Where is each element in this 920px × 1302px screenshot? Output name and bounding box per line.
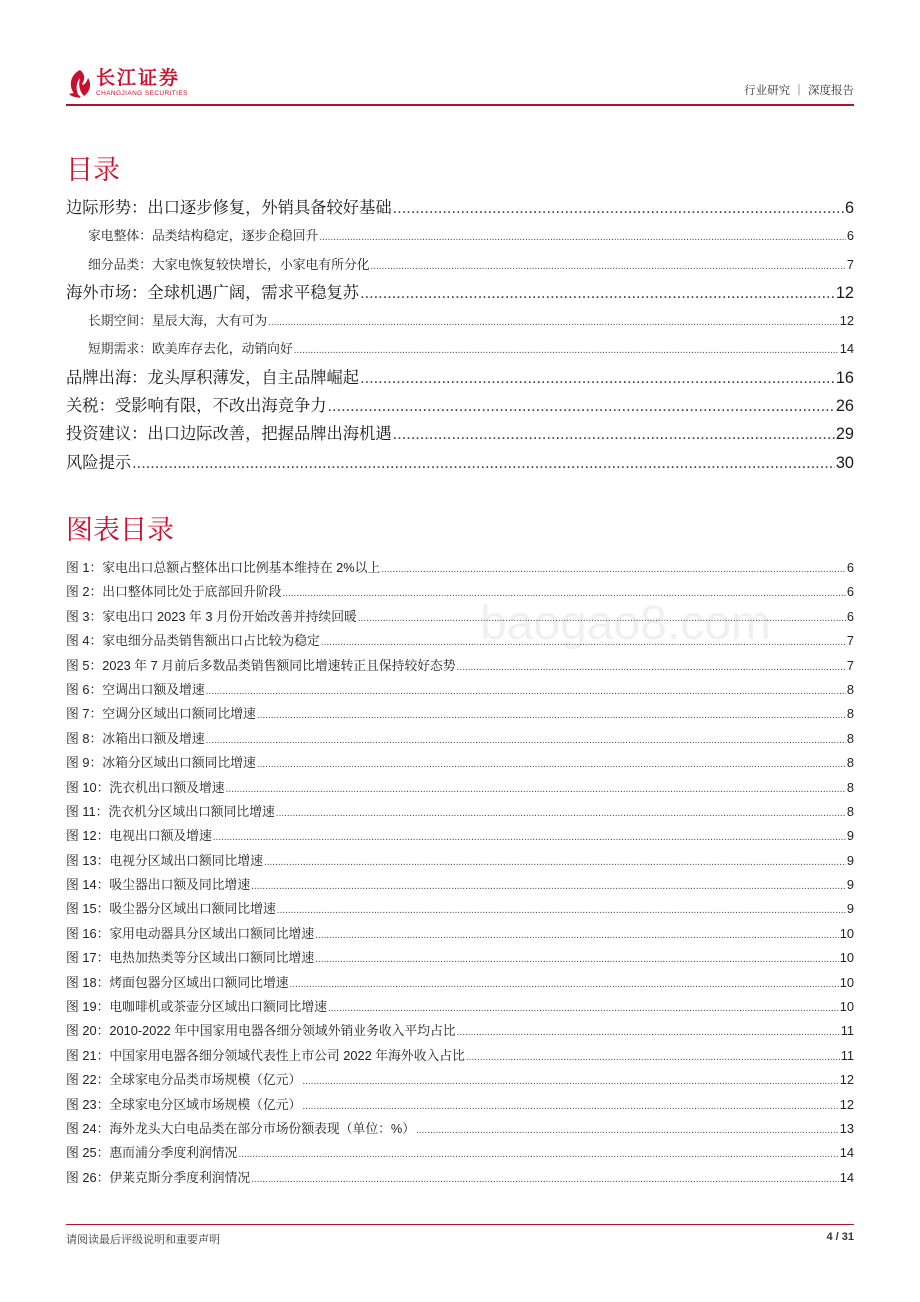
figure-entry[interactable] bbox=[66, 776, 854, 800]
dot-leader bbox=[393, 194, 844, 222]
figure-entry-page: 11 bbox=[840, 1047, 854, 1063]
toc-subentry[interactable] bbox=[66, 335, 854, 363]
dot-leader bbox=[276, 802, 846, 826]
dot-leader bbox=[294, 337, 839, 365]
figure-entry-title: 图 5：2023 年 7 月前后多数品类销售额同比增速转正且保持较好态势 bbox=[66, 657, 456, 673]
figure-entry[interactable] bbox=[66, 751, 854, 775]
watermark: baogao8.com bbox=[480, 597, 771, 650]
toc-entry[interactable] bbox=[66, 449, 854, 477]
dot-leader bbox=[290, 973, 839, 997]
figure-entry-page: 7 bbox=[846, 657, 854, 673]
figure-entry-page: 10 bbox=[839, 999, 854, 1015]
figure-entry[interactable] bbox=[66, 1166, 854, 1190]
toc-entry-title: 投资建议：出口边际改善，把握品牌出海机遇 bbox=[66, 425, 392, 444]
figure-entry-page: 6 bbox=[846, 584, 854, 600]
toc-entry[interactable] bbox=[66, 420, 854, 448]
toc-entry-page: 6 bbox=[844, 199, 854, 217]
figure-entry-title: 图 16：家用电动器具分区域出口额同比增速 bbox=[66, 925, 315, 941]
figure-entry[interactable] bbox=[66, 971, 854, 995]
dot-leader bbox=[226, 778, 846, 802]
figure-entry-title: 图 26：伊莱克斯分季度利润情况 bbox=[66, 1169, 251, 1185]
toc-entry-title: 关税：受影响有限，不改出海竞争力 bbox=[66, 397, 327, 416]
logo-chinese-text: 长江证券 bbox=[96, 68, 181, 89]
dot-leader bbox=[257, 704, 846, 728]
figure-entry-title: 图 25：惠而浦分季度利润情况 bbox=[66, 1145, 238, 1161]
figure-entry-page: 9 bbox=[846, 877, 854, 893]
figure-entry-title: 图 21：中国家用电器各细分领域代表性上市公司 2022 年海外收入占比 bbox=[66, 1047, 465, 1063]
dot-leader bbox=[457, 656, 846, 680]
figure-entry[interactable] bbox=[66, 946, 854, 970]
dot-leader bbox=[302, 1070, 838, 1094]
figure-entry-title: 图 4：家电细分品类销售额出口占比较为稳定 bbox=[66, 633, 320, 649]
figure-entry[interactable] bbox=[66, 1141, 854, 1165]
figure-entry[interactable] bbox=[66, 897, 854, 921]
figure-entry-title: 图 17：电热加热类等分区域出口额同比增速 bbox=[66, 950, 315, 966]
dot-leader bbox=[251, 875, 846, 899]
company-logo bbox=[66, 68, 206, 102]
page-number: 4 / 31 bbox=[826, 1231, 854, 1243]
figure-entry-title: 图 15：吸尘器分区域出口额同比增速 bbox=[66, 901, 276, 917]
figure-entry[interactable] bbox=[66, 654, 854, 678]
toc-entry-title: 风险提示 bbox=[66, 453, 132, 472]
figure-entry-title: 图 12：电视出口额及增速 bbox=[66, 828, 212, 844]
figure-entry-page: 6 bbox=[846, 608, 854, 624]
figure-entry[interactable] bbox=[66, 1044, 854, 1068]
figure-entry-page: 10 bbox=[839, 950, 854, 966]
figure-entry-page: 9 bbox=[846, 901, 854, 917]
toc-subentry[interactable] bbox=[66, 222, 854, 250]
figure-entry-page: 13 bbox=[839, 1120, 854, 1136]
toc-entry-title: 边际形势：出口逐步修复，外销具备较好基础 bbox=[66, 199, 392, 217]
footer-divider bbox=[66, 1224, 854, 1225]
toc-subentry-title: 家电整体：品类结构稳定，逐步企稳回升 bbox=[88, 228, 319, 244]
figure-entry[interactable] bbox=[66, 824, 854, 848]
dot-leader bbox=[457, 1021, 840, 1045]
figure-entry-title: 图 13：电视分区域出口额同比增速 bbox=[66, 852, 263, 868]
dot-leader bbox=[213, 826, 846, 850]
figure-entry-page: 9 bbox=[846, 852, 854, 868]
dot-leader bbox=[371, 253, 846, 281]
figure-entry-page: 10 bbox=[839, 925, 854, 941]
toc-subentry-title: 长期空间：星辰大海，大有可为 bbox=[88, 313, 268, 329]
toc-subentry[interactable] bbox=[66, 307, 854, 335]
dot-leader bbox=[206, 680, 846, 704]
figure-entry[interactable] bbox=[66, 995, 854, 1019]
figure-entry-page: 8 bbox=[846, 706, 854, 722]
dot-leader bbox=[315, 924, 839, 948]
figure-entry-title: 图 14：吸尘器出口额及同比增速 bbox=[66, 877, 251, 893]
dot-leader bbox=[360, 279, 835, 307]
toc-entry-page: 26 bbox=[835, 397, 854, 416]
figure-entry-title: 图 18：烤面包器分区域出口额同比增速 bbox=[66, 974, 289, 990]
dot-leader bbox=[360, 364, 835, 392]
logo-emblem-icon bbox=[66, 68, 94, 100]
footer-disclaimer: 请阅读最后评级说明和重要声明 bbox=[66, 1234, 220, 1246]
dot-leader bbox=[268, 309, 839, 337]
page-header bbox=[0, 0, 920, 106]
toc-subentry-title: 细分品类：大家电恢复较快增长，小家电有所分化 bbox=[88, 256, 370, 272]
dot-leader bbox=[416, 1119, 839, 1143]
figure-entry-page: 14 bbox=[839, 1169, 854, 1185]
toc-entry[interactable] bbox=[66, 194, 854, 222]
figure-entry[interactable] bbox=[66, 1117, 854, 1141]
figure-entry-title: 图 24：海外龙头大白电品类在部分市场份额表现（单位：%） bbox=[66, 1120, 416, 1136]
figure-entry[interactable] bbox=[66, 1019, 854, 1043]
toc-entry-page: 16 bbox=[835, 368, 854, 387]
figure-entry-title: 图 2：出口整体同比处于底部回升阶段 bbox=[66, 584, 282, 600]
dot-leader bbox=[277, 899, 846, 923]
figure-entry-title: 图 19：电咖啡机或茶壶分区域出口额同比增速 bbox=[66, 999, 327, 1015]
dot-leader bbox=[302, 1095, 838, 1119]
figure-entry-page: 11 bbox=[840, 1023, 854, 1039]
figure-entry[interactable] bbox=[66, 702, 854, 726]
figure-entry-title: 图 9：冰箱分区域出口额同比增速 bbox=[66, 755, 256, 771]
toc-entry[interactable] bbox=[66, 279, 854, 307]
toc-subentry[interactable] bbox=[66, 251, 854, 279]
toc-subentry-title: 短期需求：欧美库存去化，动销向好 bbox=[88, 341, 293, 357]
figures-toc-title: 图表目录 bbox=[66, 515, 174, 545]
figure-entry-title: 图 1：家电出口总额占整体出口比例基本维持在 2%以上 bbox=[66, 560, 381, 575]
figure-entry-title: 图 8：冰箱出口额及增速 bbox=[66, 730, 205, 746]
figure-entry-page: 8 bbox=[846, 730, 854, 746]
toc-entry-title: 海外市场：全球机遇广阔，需求平稳复苏 bbox=[66, 283, 360, 302]
header-divider bbox=[66, 104, 854, 106]
dot-leader bbox=[238, 1143, 838, 1167]
toc-subentry-page: 7 bbox=[846, 256, 854, 272]
figures-toc-list bbox=[66, 556, 854, 1190]
dot-leader bbox=[257, 753, 846, 777]
figure-entry-page: 9 bbox=[846, 828, 854, 844]
figure-entry-title: 图 7：空调分区域出口额同比增速 bbox=[66, 706, 256, 722]
dot-leader bbox=[206, 729, 846, 753]
toc-entry-page: 30 bbox=[835, 453, 854, 472]
figure-entry-title: 图 23：全球家电分区域市场规模（亿元） bbox=[66, 1096, 302, 1112]
toc-entry-title: 品牌出海：龙头厚积薄发，自主品牌崛起 bbox=[66, 368, 360, 387]
toc-entry-page: 12 bbox=[835, 283, 854, 302]
figure-entry-title: 图 3：家电出口 2023 年 3 月份开始改善并持续回暖 bbox=[66, 608, 357, 624]
figure-entry-page: 8 bbox=[846, 803, 854, 819]
figure-entry[interactable] bbox=[66, 800, 854, 824]
figure-entry-title: 图 6：空调出口额及增速 bbox=[66, 681, 205, 697]
toc-subentry-page: 14 bbox=[839, 341, 854, 357]
dot-leader bbox=[264, 851, 846, 875]
dot-leader bbox=[381, 558, 846, 582]
toc-title: 目录 bbox=[66, 155, 120, 185]
dot-leader bbox=[328, 997, 839, 1021]
figure-entry-page: 14 bbox=[839, 1145, 854, 1161]
figure-entry-page: 7 bbox=[846, 633, 854, 649]
dot-leader bbox=[315, 948, 839, 972]
figure-entry-page: 6 bbox=[846, 560, 854, 575]
toc-subentry-page: 12 bbox=[839, 313, 854, 329]
figure-entry[interactable] bbox=[66, 1068, 854, 1092]
toc-entry-page: 29 bbox=[835, 425, 854, 444]
toc-list bbox=[66, 194, 854, 477]
dot-leader bbox=[393, 420, 835, 448]
dot-leader bbox=[251, 1168, 839, 1192]
dot-leader bbox=[466, 1046, 840, 1070]
figure-entry[interactable] bbox=[66, 849, 854, 873]
figure-entry[interactable] bbox=[66, 922, 854, 946]
figure-entry[interactable] bbox=[66, 1093, 854, 1117]
figure-entry-page: 12 bbox=[839, 1096, 854, 1112]
figure-entry-page: 12 bbox=[839, 1072, 854, 1088]
figure-entry-page: 8 bbox=[846, 779, 854, 795]
toc-entry[interactable] bbox=[66, 392, 854, 420]
toc-entry[interactable] bbox=[66, 364, 854, 392]
dot-leader bbox=[319, 224, 846, 252]
figure-entry[interactable] bbox=[66, 556, 854, 580]
figure-entry[interactable] bbox=[66, 678, 854, 702]
dot-leader bbox=[328, 392, 835, 420]
figure-entry[interactable] bbox=[66, 727, 854, 751]
logo-english-text: CHANGJIANG SECURITIES bbox=[96, 90, 188, 97]
figure-entry-title: 图 20：2010-2022 年中国家用电器各细分领域外销业务收入平均占比 bbox=[66, 1023, 456, 1039]
report-type-label: 行业研究 ｜ 深度报告 bbox=[744, 85, 854, 97]
figure-entry-page: 8 bbox=[846, 755, 854, 771]
figure-entry-title: 图 22：全球家电分品类市场规模（亿元） bbox=[66, 1072, 302, 1088]
figure-entry-title: 图 10：洗衣机出口额及增速 bbox=[66, 779, 225, 795]
toc-subentry-page: 6 bbox=[846, 228, 854, 244]
figure-entry[interactable] bbox=[66, 873, 854, 897]
figure-entry-page: 8 bbox=[846, 681, 854, 697]
dot-leader bbox=[132, 449, 835, 477]
figure-entry-page: 10 bbox=[839, 974, 854, 990]
figure-entry-title: 图 11：洗衣机分区域出口额同比增速 bbox=[66, 803, 275, 819]
